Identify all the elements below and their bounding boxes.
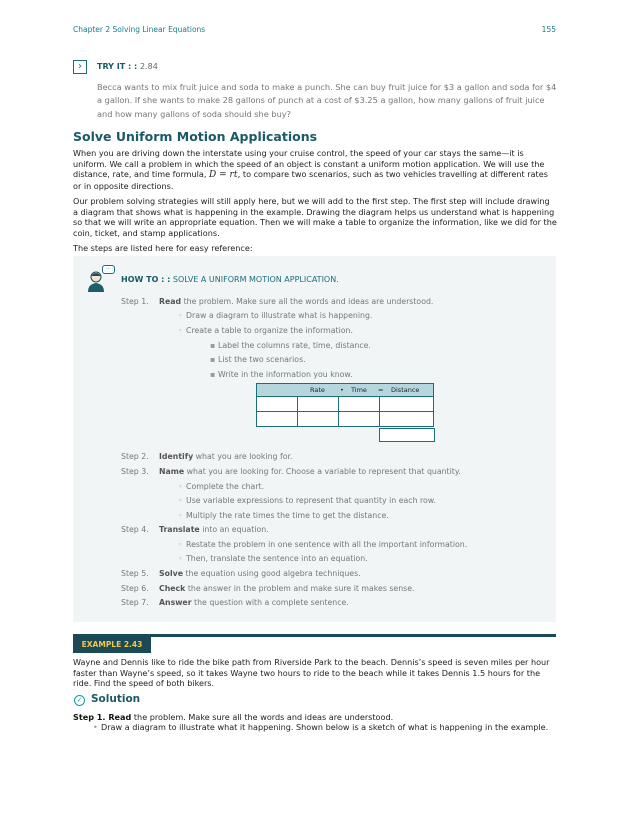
try-it-text: Becca wants to mix fruit juice and soda to make a punch. She can buy fruit juice for $3 a gallon and soda for $4 a gallon. If she wants to make 28 gallons of punch at a cost of $3.25 a gallon, how many gallons of fruit juice and how many gallons of soda should she buy?: [97, 82, 557, 119]
op-equals: =: [378, 386, 384, 394]
step-text: Read the problem. Make sure all the words and ideas are understood.: [159, 297, 434, 306]
list-item: ◦ Then, translate the sentence into an equation.: [178, 554, 368, 563]
how-to-heading: SOLVE A UNIFORM MOTION APPLICATION.: [172, 275, 339, 284]
table-cell: [297, 396, 339, 412]
example-text: Wayne and Dennis like to ride the bike path from Riverside Park to the beach. Dennis’s speed is seven miles per hour faster than Wayne’s speed, so it takes Wayne two hours to ride to the beach while it takes Dennis 1.5 hours for the ride. Find the speed of both bikers.: [73, 657, 550, 688]
table-header: [256, 383, 434, 397]
table-cell: [379, 411, 434, 427]
try-it-number: 2.84: [139, 62, 158, 71]
paragraph-steps-intro: The steps are listed here for easy reference:: [73, 243, 253, 253]
intro-text-a: When you are driving down the interstate using your cruise control, the speed of your car stays the same—it is uniform. We call a problem in which the speed of an object is constant a uniform motion application. We will use the distance, rate, and time formula,: [73, 148, 545, 179]
table-total-cell: [379, 428, 435, 442]
step-label: Step 6.: [121, 584, 149, 593]
page-number: 155: [541, 25, 556, 34]
list-item: ◦ Restate the problem in one sentence with all the important information.: [178, 540, 468, 549]
list-item: ◦ Use variable expressions to represent that quantity in each row.: [178, 496, 436, 505]
how-to-prefix: HOW TO : :: [121, 275, 171, 284]
list-item: ◦ Draw a diagram to illustrate what is happening.: [178, 311, 373, 320]
step-label: Step 3.: [121, 467, 149, 476]
table-cell: [256, 396, 298, 412]
step-text: Name what you are looking for. Choose a variable to represent that quantity.: [159, 467, 461, 476]
intro-text-b: to compare two scenarios, such as two vehicles travelling at different rates or in opposite directions.: [73, 169, 548, 191]
step-text: Answer the question with a complete sentence.: [159, 598, 349, 607]
step-label: Step 5.: [121, 569, 149, 578]
section-title: Solve Uniform Motion Applications: [73, 129, 318, 144]
chapter-header: Chapter 2 Solving Linear Equations: [73, 25, 206, 34]
op-times: •: [340, 386, 344, 394]
list-item: ◦ Complete the chart.: [178, 482, 265, 491]
step-text: Identify what you are looking for.: [159, 452, 293, 461]
step-label: Step 7.: [121, 598, 149, 607]
try-it-title: TRY IT : :: [97, 62, 138, 71]
table-cell: [379, 396, 434, 412]
formula: D = rt,: [209, 170, 241, 180]
table-body: [256, 396, 434, 426]
step-label: Step 2.: [121, 452, 149, 461]
paragraph-intro: [73, 148, 557, 191]
list-item: ▪ List the two scenarios.: [210, 355, 306, 364]
chevron-right-icon[interactable]: ›: [73, 60, 87, 74]
col-rate: Rate: [310, 386, 325, 394]
table-cell: [256, 411, 298, 427]
paragraph-strategy: Our problem solving strategies will still apply here, but we will add to the first step. The first step will include drawing a diagram that shows what is happening in the example. Drawing the diagram helps us understand what is happening so that we will write an appropriate equation. Then we will make a table to organize the information, like we did for the coin, ticket, and stamp applications.: [73, 196, 557, 238]
table-cell: [338, 396, 380, 412]
step-text: Solve the equation using good algebra techniques.: [159, 569, 361, 578]
solution-title: Solution: [91, 693, 141, 705]
step-text: Translate into an equation.: [159, 525, 269, 534]
col-time: Time: [351, 386, 367, 394]
list-item: ▪ Write in the information you know.: [210, 370, 353, 379]
how-to-title: [121, 275, 339, 284]
step-label: Step 1.: [121, 297, 149, 306]
try-it-label: [97, 62, 158, 71]
thought-bubble-icon: ...: [102, 265, 115, 274]
col-distance: Distance: [391, 386, 420, 394]
step-label: Step 4.: [121, 525, 149, 534]
table-cell: [338, 411, 380, 427]
list-item: ▪ Label the columns rate, time, distance.: [210, 341, 371, 350]
list-item: ◦ Multiply the rate times the time to get the distance.: [178, 511, 389, 520]
list-item: • Draw a diagram to illustrate what it happening. Shown below is a sketch of what is happening in the example.: [93, 722, 549, 732]
list-item: ◦ Create a table to organize the information.: [178, 326, 353, 335]
example-tag: EXAMPLE 2.43: [73, 637, 151, 653]
step-text: Check the answer in the problem and make sure it makes sense.: [159, 584, 415, 593]
solution-step-1: Step 1. Read the problem. Make sure all the words and ideas are understood.: [73, 712, 394, 722]
table-cell: [297, 411, 339, 427]
check-circle-icon: ✓: [74, 695, 85, 706]
